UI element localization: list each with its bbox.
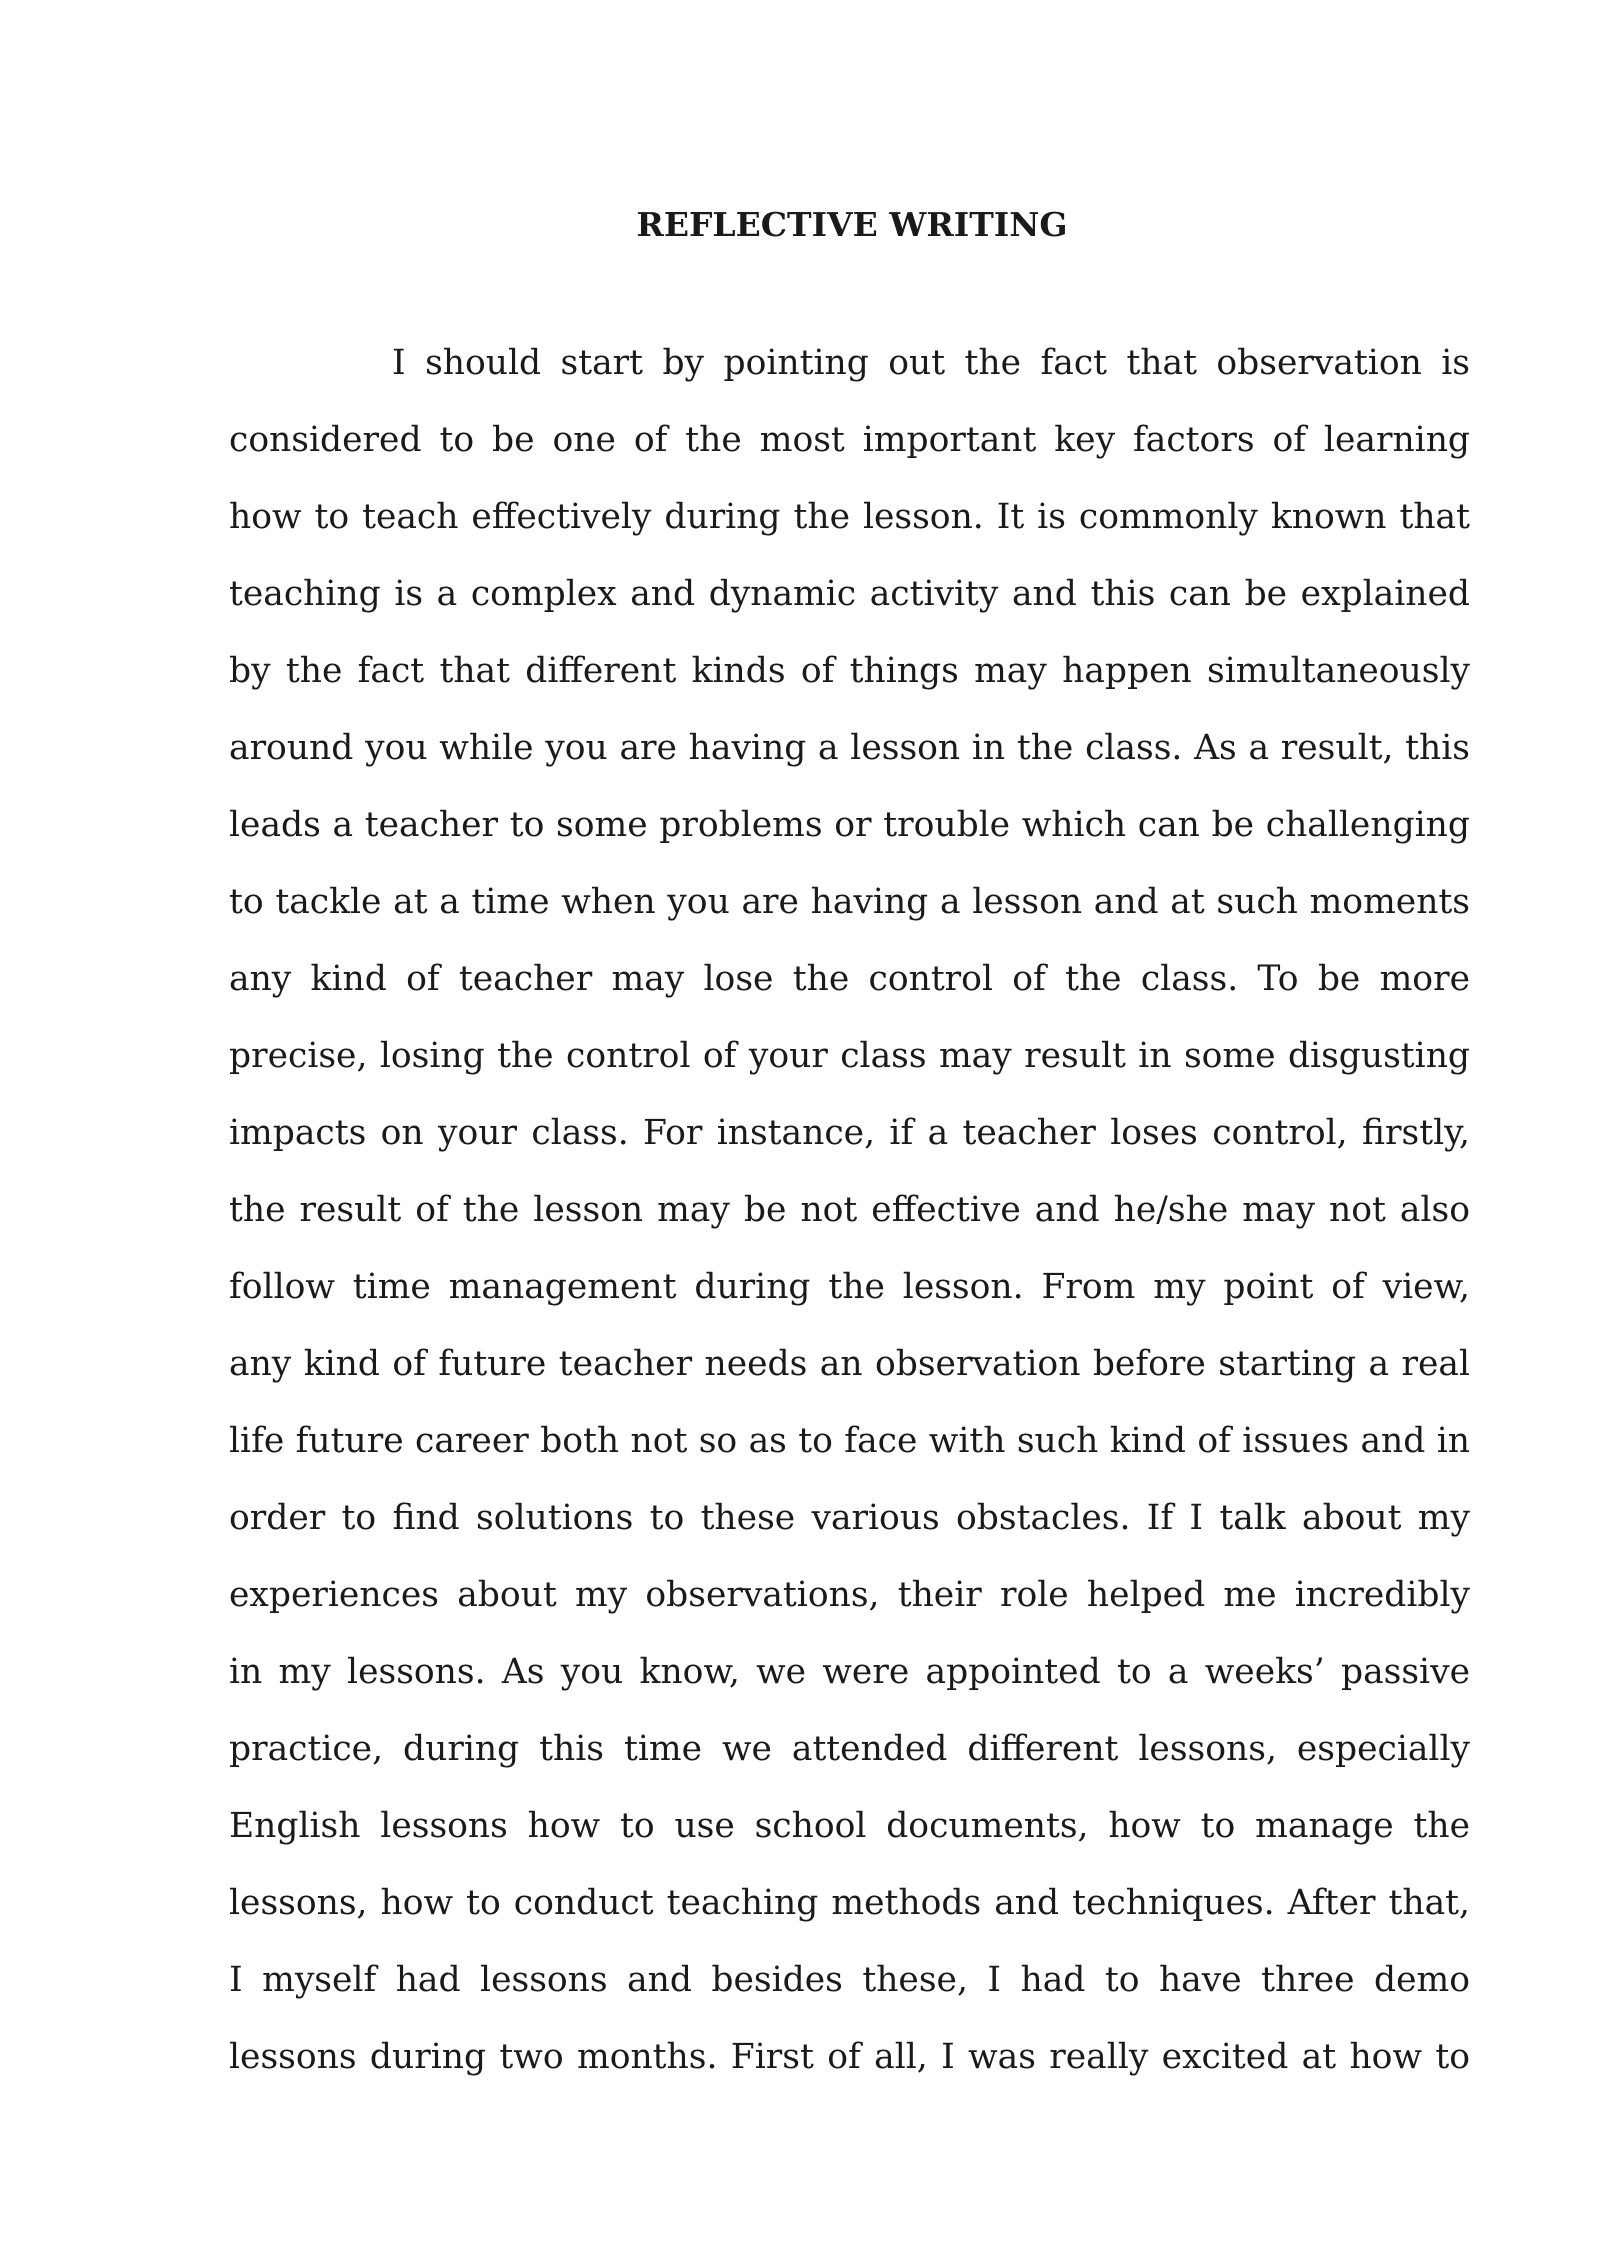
paragraph-line: precise, losing the control of your class may result in some disgusting — [229, 1036, 1470, 1076]
paragraph-line: by the fact that different kinds of things may happen simultaneously — [229, 651, 1470, 691]
paragraph-line: leads a teacher to some problems or trouble which can be challenging — [229, 805, 1470, 845]
paragraph-line: considered to be one of the most important key factors of learning — [229, 420, 1470, 460]
paragraph-line: English lessons how to use school documents, how to manage the — [229, 1806, 1470, 1846]
paragraph-line: experiences about my observations, their role helped me incredibly — [229, 1575, 1470, 1615]
body-paragraph — [229, 325, 1470, 2096]
paragraph-line: any kind of teacher may lose the control of the class. To be more — [229, 959, 1470, 999]
paragraph-line: order to find solutions to these various obstacles. If I talk about my — [229, 1498, 1470, 1538]
paragraph-line: the result of the lesson may be not effective and he/she may not also — [229, 1190, 1470, 1230]
paragraph-line: in my lessons. As you know, we were appointed to a weeks’ passive — [229, 1652, 1470, 1692]
paragraph-line: I myself had lessons and besides these, I had to have three demo — [229, 1960, 1470, 2000]
paragraph-line: around you while you are having a lesson in the class. As a result, this — [229, 728, 1470, 768]
paragraph-line: teaching is a complex and dynamic activity and this can be explained — [229, 574, 1470, 614]
paragraph-line: lessons during two months. First of all, I was really excited at how to — [229, 2037, 1470, 2077]
paragraph-line: any kind of future teacher needs an observation before starting a real — [229, 1344, 1470, 1384]
paragraph-line: practice, during this time we attended different lessons, especially — [229, 1729, 1470, 1769]
paragraph-line: to tackle at a time when you are having a lesson and at such moments — [229, 882, 1470, 922]
paragraph-line: how to teach effectively during the lesson. It is commonly known that — [229, 497, 1470, 537]
paragraph-line: I should start by pointing out the fact that observation is — [392, 343, 1470, 383]
paragraph-line: follow time management during the lesson. From my point of view, — [229, 1267, 1470, 1307]
document-title: REFLECTIVE WRITING — [636, 205, 1068, 244]
paragraph-line: impacts on your class. For instance, if a teacher loses control, firstly, — [229, 1113, 1470, 1153]
paragraph-line: lessons, how to conduct teaching methods and techniques. After that, — [229, 1883, 1470, 1923]
paragraph-line: life future career both not so as to face with such kind of issues and in — [229, 1421, 1470, 1461]
